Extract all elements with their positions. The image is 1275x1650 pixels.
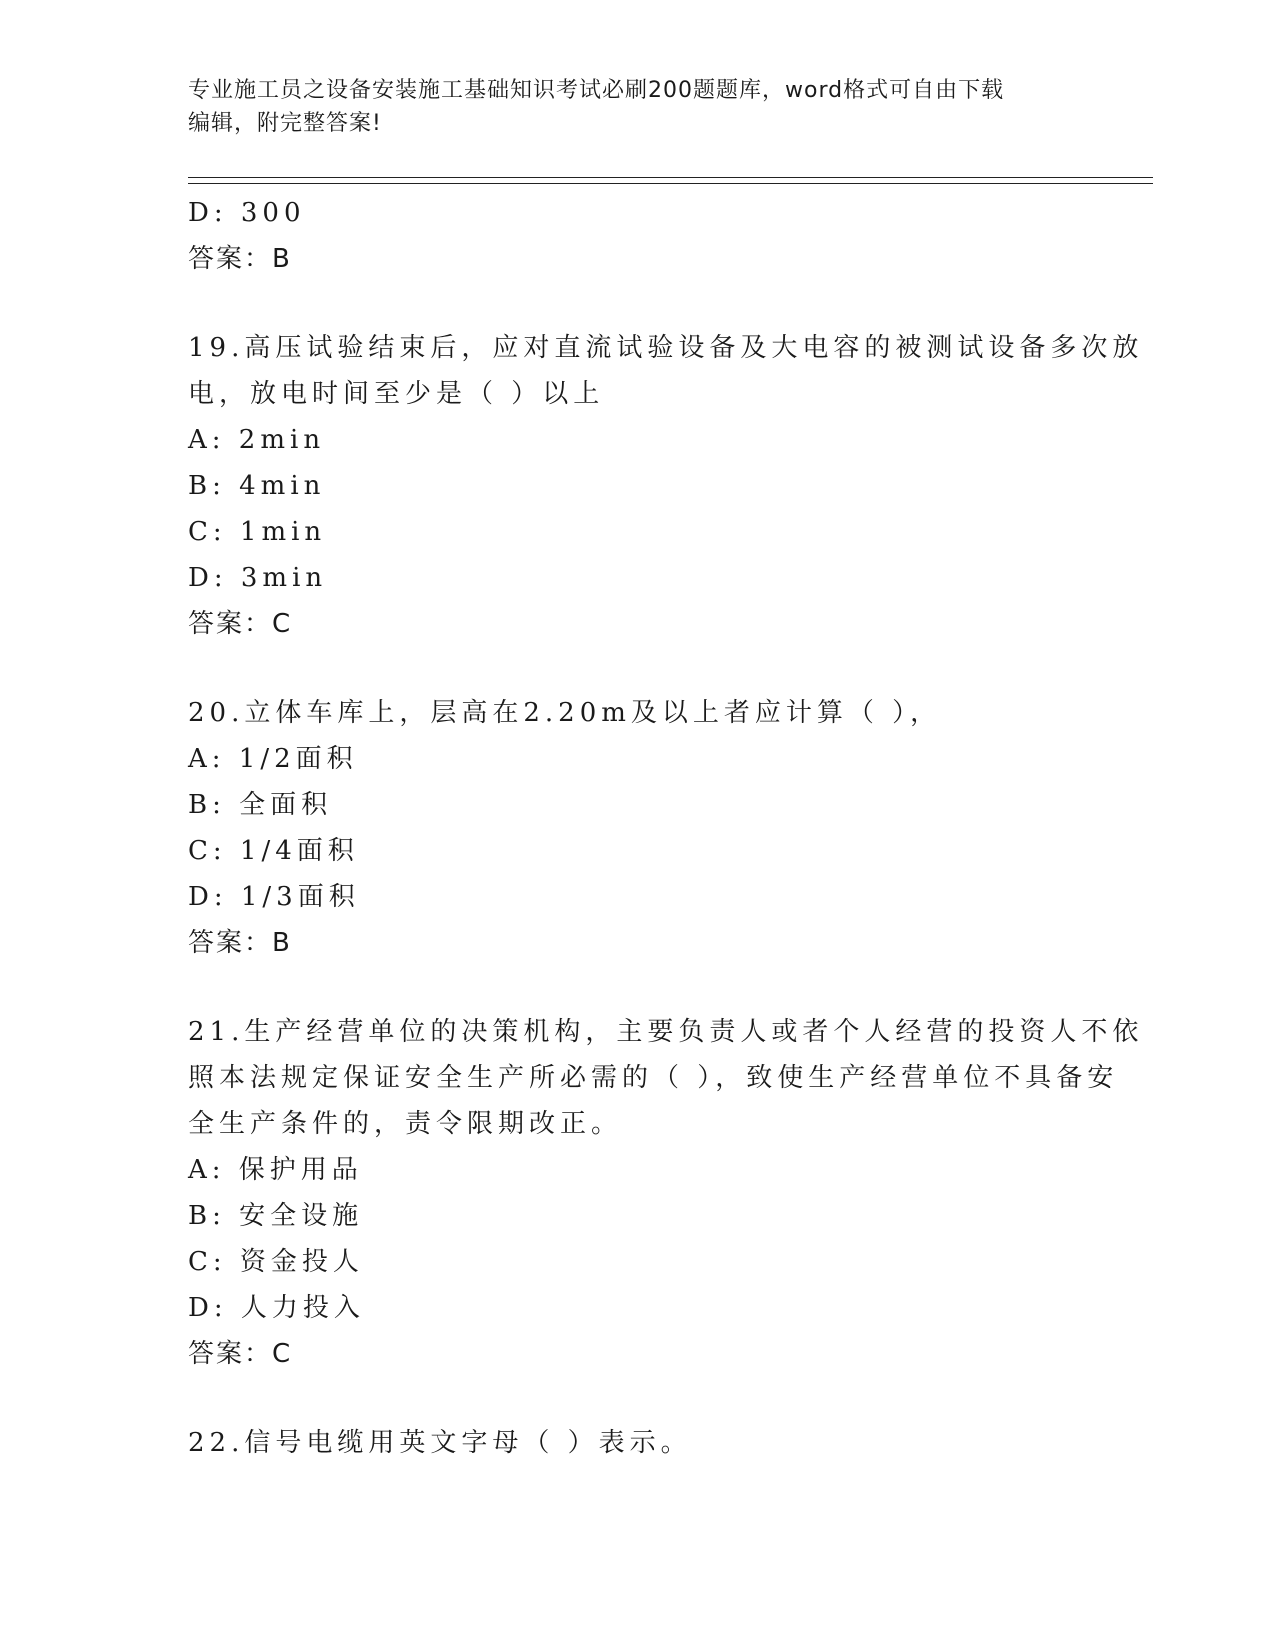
block-spacer <box>188 1377 1088 1420</box>
question-line: D: 3min <box>188 563 328 593</box>
question-line: A: 保护用品 <box>188 1155 363 1185</box>
answer-line: 答案：B <box>188 244 292 274</box>
question-block <box>188 325 1144 647</box>
question-text: 22.信号电缆用英文字母（ ）表示。 <box>188 1428 692 1458</box>
question-line: C: 1/4面积 <box>188 836 359 866</box>
question-text: 20.立体车库上，层高在2.20m及以上者应计算（ ）， <box>188 698 942 728</box>
question-line: C: 1min <box>188 517 327 547</box>
question-line: 全生产条件的，责令限期改正。 <box>188 1109 623 1139</box>
question-list <box>188 190 1144 1466</box>
question-block <box>188 690 1088 966</box>
header-line-1: 专业施工员之设备安装施工基础知识考试必刷200题题库，word格式可自由下载 <box>188 78 1005 103</box>
document-header <box>188 74 1068 140</box>
question-block <box>188 1009 1144 1377</box>
question-line: A: 1/2面积 <box>188 744 358 774</box>
question-line: 照本法规定保证安全生产所必需的（ ），致使生产经营单位不具备安 <box>188 1063 1119 1093</box>
question-block <box>188 1420 1088 1466</box>
header-divider-bottom <box>188 183 1153 184</box>
question-line: B: 全面积 <box>188 790 333 820</box>
answer-line: 答案：C <box>188 609 293 639</box>
answer-line: 答案：B <box>188 928 292 958</box>
header-divider-top <box>188 177 1153 178</box>
question-line: B: 安全设施 <box>188 1201 364 1231</box>
header-line-2: 编辑，附完整答案! <box>188 111 382 136</box>
answer-line: 答案：C <box>188 1339 293 1369</box>
question-line: B: 4min <box>188 471 326 501</box>
question-line: A: 2min <box>188 425 326 455</box>
block-spacer <box>188 282 1088 325</box>
question-line: D: 1/3面积 <box>188 882 360 912</box>
question-line: C: 资金投人 <box>188 1247 364 1277</box>
question-text: 21.生产经营单位的决策机构，主要负责人或者个人经营的投资人不依 <box>188 1017 1144 1047</box>
question-block <box>188 190 1088 282</box>
block-spacer <box>188 966 1088 1009</box>
question-line: 电，放电时间至少是（ ）以上 <box>188 379 605 409</box>
block-spacer <box>188 647 1088 690</box>
question-line: D: 人力投入 <box>188 1293 365 1323</box>
question-text: 19.高压试验结束后，应对直流试验设备及大电容的被测试设备多次放 <box>188 333 1144 363</box>
question-line: D: 300 <box>188 198 306 228</box>
